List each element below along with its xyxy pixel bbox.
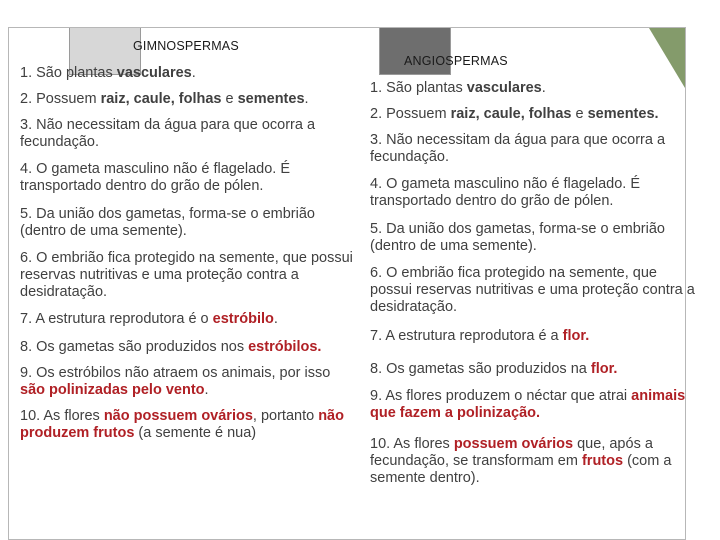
angio-item-5: 5. Da união dos gametas, forma-se o embrião (dentro de uma semente). — [370, 221, 665, 254]
angio-item-7: 7. A estrutura reprodutora é a flor. — [370, 328, 590, 344]
angio-item-4: 4. O gameta masculino não é flagelado. É transportado dentro do grão de pólen. — [370, 176, 641, 209]
gymno-item-10: 10. As flores não possuem ovários, portanto não produzem frutos (a semente é nua) — [20, 408, 344, 441]
gymnosperms-title: GIMNOSPERMAS — [133, 39, 239, 53]
gymno-item-6: 6. O embrião fica protegido na semente, que possui reservas nutritivas e uma proteção contra a desidratação. — [20, 250, 353, 300]
gymno-item-8: 8. Os gametas são produzidos nos estróbilos. — [20, 339, 322, 355]
angio-item-8: 8. Os gametas são produzidos na flor. — [370, 361, 618, 377]
angio-item-1: 1. São plantas vasculares. — [370, 80, 546, 96]
gymno-item-4: 4. O gameta masculino não é flagelado. É transportado dentro do grão de pólen. — [20, 161, 291, 194]
angio-item-9: 9. As flores produzem o néctar que atrai animais que fazem a polinização. — [370, 388, 686, 421]
angio-item-10: 10. As flores possuem ovários que, após a fecundação, se transformam em frutos (com a semente dentro). — [370, 436, 672, 486]
gymno-item-5: 5. Da união dos gametas, forma-se o embrião (dentro de uma semente). — [20, 206, 315, 239]
corner-decoration — [649, 28, 685, 88]
gymno-item-1: 1. São plantas vasculares. — [20, 65, 196, 81]
angio-item-2: 2. Possuem raiz, caule, folhas e sementes. — [370, 106, 659, 122]
angiosperms-title: ANGIOSPERMAS — [404, 54, 508, 68]
gymno-item-7: 7. A estrutura reprodutora é o estróbilo. — [20, 311, 278, 327]
angio-item-3: 3. Não necessitam da água para que ocorra a fecundação. — [370, 132, 666, 165]
gymno-item-3: 3. Não necessitam da água para que ocorra a fecundação. — [20, 117, 316, 150]
gymno-item-9: 9. Os estróbilos não atraem os animais, por isso são polinizadas pelo vento. — [20, 365, 331, 398]
angio-item-6: 6. O embrião fica protegido na semente, que possui reservas nutritivas e uma proteção contra a desidratação. — [370, 265, 695, 315]
gymno-item-2: 2. Possuem raiz, caule, folhas e sementes. — [20, 91, 309, 107]
